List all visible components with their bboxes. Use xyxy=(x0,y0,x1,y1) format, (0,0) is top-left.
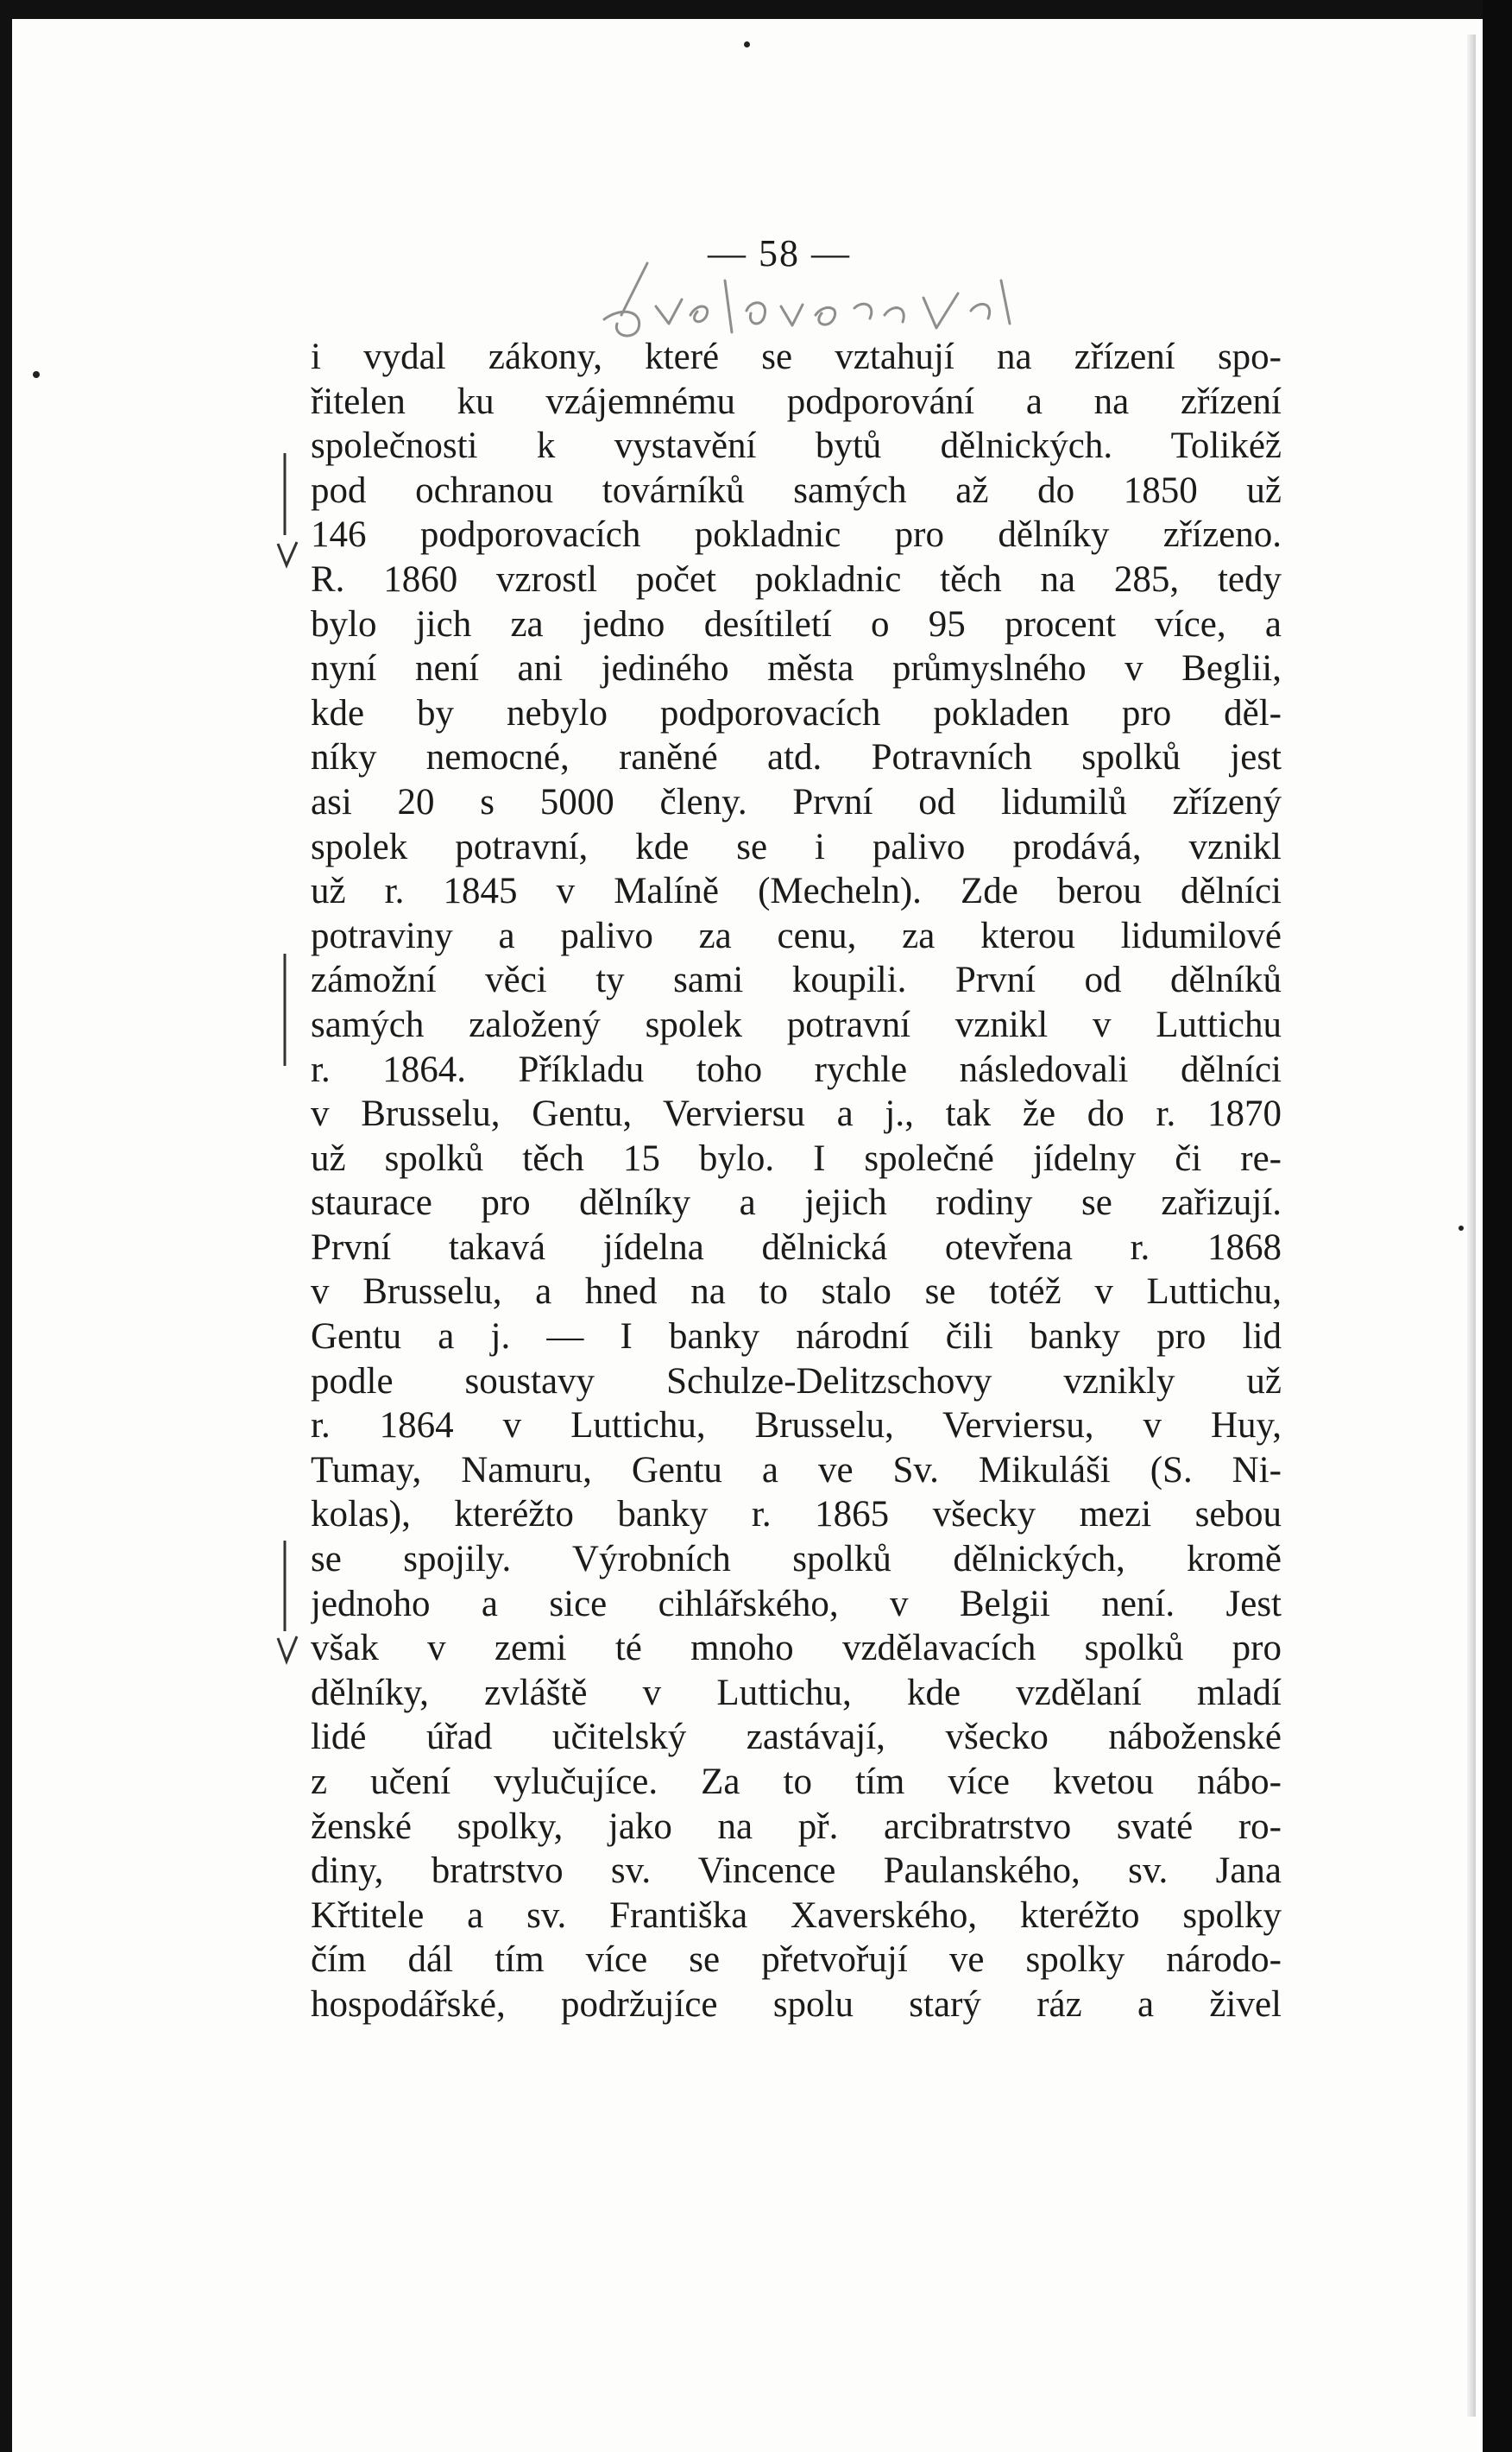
text-line: se spojily. Výrobních spolků dělnických, kromě xyxy=(311,1539,1282,1580)
text-line: už r. 1845 v Malíně (Mecheln). Zde berou dělníci xyxy=(311,871,1282,912)
text-line: kolas), kteréžto banky r. 1865 všecky mezi sebou xyxy=(311,1494,1282,1535)
text-line: 146 podporovacích pokladnic pro dělníky zřízeno. xyxy=(311,514,1282,556)
text-line: v Brusselu, a hned na to stalo se totéž v Luttichu, xyxy=(311,1271,1282,1313)
text-line: nyní není ani jediného města průmyslného v Beglii, xyxy=(311,648,1282,690)
text-line: Křtitele a sv. Františka Xaverského, kteréžto spolky xyxy=(311,1894,1282,1936)
text-line: samých založený spolek potravní vznikl v Luttichu xyxy=(311,1004,1282,1045)
text-line: řitelen ku vzájemnému podporování a na zřízení xyxy=(311,381,1282,422)
text-line: potraviny a palivo za cenu, za kterou lidumilové xyxy=(311,915,1282,956)
text-line: společnosti k vystavění bytů dělnických. Tolikéž xyxy=(311,425,1282,467)
text-line: spolek potravní, kde se i palivo prodává, vznikl xyxy=(311,826,1282,867)
scan-speck xyxy=(1458,1226,1464,1231)
text-line: asi 20 s 5000 členy. První od lidumilů zřízený xyxy=(311,781,1282,823)
scan-speck xyxy=(744,41,750,47)
text-line: r. 1864. Příkladu toho rychle následovali dělníci xyxy=(311,1049,1282,1090)
scan-edge-left xyxy=(0,0,12,2452)
text-line: První takavá jídelna dělnická otevřena r. 1868 xyxy=(311,1226,1282,1268)
text-line: z učení vylučujíce. Za to tím více kvetou nábo- xyxy=(311,1762,1282,1802)
text-line: hospodářské, podržujíce spolu starý ráz a živel xyxy=(311,1983,1282,2025)
scan-speck xyxy=(33,371,40,378)
text-line: r. 1864 v Luttichu, Brusselu, Verviersu, v Huy, xyxy=(311,1405,1282,1447)
text-line: však v zemi té mnoho vzdělavacích spolků pro xyxy=(311,1628,1282,1669)
text-line: dělníky, zvláště v Luttichu, kde vzdělaní mladí xyxy=(311,1672,1282,1713)
page-number: — 58 — xyxy=(708,232,851,274)
text-line: kde by nebylo podporovacích pokladen pro děl- xyxy=(311,692,1282,734)
text-line: diny, bratrstvo sv. Vincence Paulanského, sv. Jana xyxy=(311,1850,1282,1892)
text-line: čím dál tím více se přetvořují ve spolky národo- xyxy=(311,1939,1282,1981)
text-line: zámožní věci ty sami koupili. První od dělníků xyxy=(311,960,1282,1001)
text-line: podle soustavy Schulze-Delitzschovy vznikly už xyxy=(311,1360,1282,1402)
text-line: jednoho a sice cihlářského, v Belgii není. Jest xyxy=(311,1583,1282,1624)
text-line: i vydal zákony, které se vztahují na zřízení spo- xyxy=(311,337,1282,377)
text-line: pod ochranou továrníků samých až do 1850 už xyxy=(311,470,1282,511)
text-line: lidé úřad učitelský zastávají, všecko náboženské xyxy=(311,1717,1282,1758)
scan-edge-right xyxy=(1483,0,1512,2452)
scan-edge-top xyxy=(0,0,1512,19)
margin-mark-3 xyxy=(274,1536,300,1666)
text-line: ženské spolky, jako na př. arcibratrstvo svaté ro- xyxy=(311,1806,1282,1847)
margin-mark-2 xyxy=(274,949,300,1070)
page-edge-shadow xyxy=(1467,35,1476,2417)
handwritten-annotation xyxy=(595,246,1044,350)
text-line: níky nemocné, raněné atd. Potravních spolků jest xyxy=(311,737,1282,778)
text-line: v Brusselu, Gentu, Verviersu a j., tak že do r. 1870 xyxy=(311,1094,1282,1135)
text-line: Gentu a j. — I banky národní čili banky pro lid xyxy=(311,1316,1282,1358)
text-line: R. 1860 vzrostl počet pokladnic těch na 285, tedy xyxy=(311,558,1282,600)
margin-mark-1 xyxy=(274,449,300,570)
text-line: staurace pro dělníky a jejich rodiny se zařizují. xyxy=(311,1182,1282,1224)
text-line: už spolků těch 15 bylo. I společné jídelny či re- xyxy=(311,1138,1282,1179)
text-line: bylo jich za jedno desítiletí o 95 procent více, a xyxy=(311,603,1282,645)
text-line: Tumay, Namuru, Gentu a ve Sv. Mikuláši (S. Ni- xyxy=(311,1449,1282,1491)
text-body xyxy=(311,335,1282,2027)
